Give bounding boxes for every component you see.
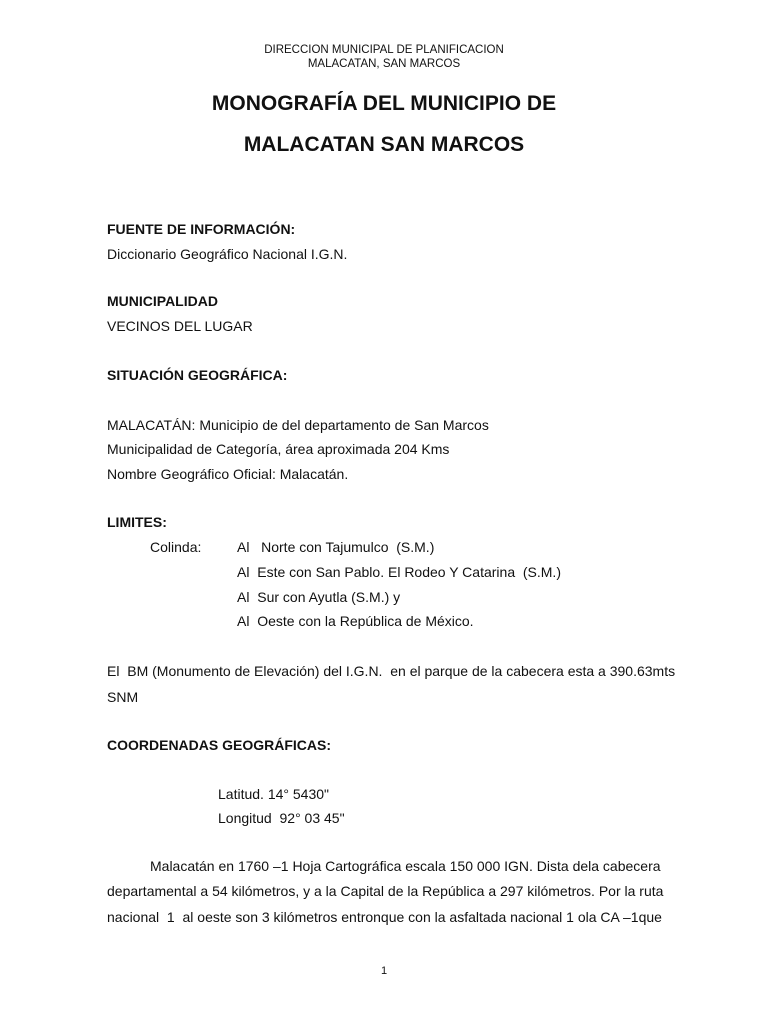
paragraph-line: departamental a 54 kilómetros, y a la Capital de la República a 297 kilómetros. Por la ruta: [107, 883, 664, 899]
limite-item: Al Oeste con la República de México.: [237, 613, 474, 629]
municipalidad-text: VECINOS DEL LUGAR: [107, 318, 253, 334]
paragraph-line: Malacatán en 1760 –1 Hoja Cartográfica escala 150 000 IGN. Dista dela cabecera: [150, 858, 661, 874]
situacion-heading: SITUACIÓN GEOGRÁFICA:: [107, 367, 288, 383]
colinda-label: Colinda:: [150, 539, 202, 555]
situacion-line: Municipalidad de Categoría, área aproximada 204 Kms: [107, 441, 450, 457]
limite-item: Al Este con San Pablo. El Rodeo Y Catarina (S.M.): [237, 564, 561, 580]
limite-item: Al Norte con Tajumulco (S.M.): [237, 539, 435, 555]
header-line-2: MALACATAN, SAN MARCOS: [307, 58, 461, 70]
longitud-text: Longitud 92° 03 45": [218, 810, 345, 826]
fuente-text: Diccionario Geográfico Nacional I.G.N.: [107, 246, 348, 262]
municipalidad-heading: MUNICIPALIDAD: [107, 293, 218, 309]
bm-line-2: SNM: [107, 689, 139, 705]
situacion-line: MALACATÁN: Municipio de del departamento de San Marcos: [107, 417, 489, 433]
latitud-text: Latitud. 14° 5430": [218, 786, 329, 802]
limite-item: Al Sur con Ayutla (S.M.) y: [237, 589, 401, 605]
limites-heading: LIMITES:: [107, 514, 167, 530]
paragraph-line: nacional 1 al oeste son 3 kilómetros entronque con la asfaltada nacional 1 ola CA –1que: [107, 909, 662, 925]
coordenadas-heading: COORDENADAS GEOGRÁFICAS:: [107, 737, 332, 753]
document-title-line-1: MONOGRAFÍA DEL MUNICIPIO DE: [211, 92, 557, 115]
header-line-1: DIRECCION MUNICIPAL DE PLANIFICACION: [264, 44, 504, 56]
situacion-line: Nombre Geográfico Oficial: Malacatán.: [107, 466, 349, 482]
fuente-heading: FUENTE DE INFORMACIÓN:: [107, 221, 296, 237]
document-title-line-2: MALACATAN SAN MARCOS: [243, 133, 525, 156]
page-number: 1: [380, 965, 388, 977]
bm-line-1: El BM (Monumento de Elevación) del I.G.N. en el parque de la cabecera esta a 390.63mts: [107, 663, 676, 679]
